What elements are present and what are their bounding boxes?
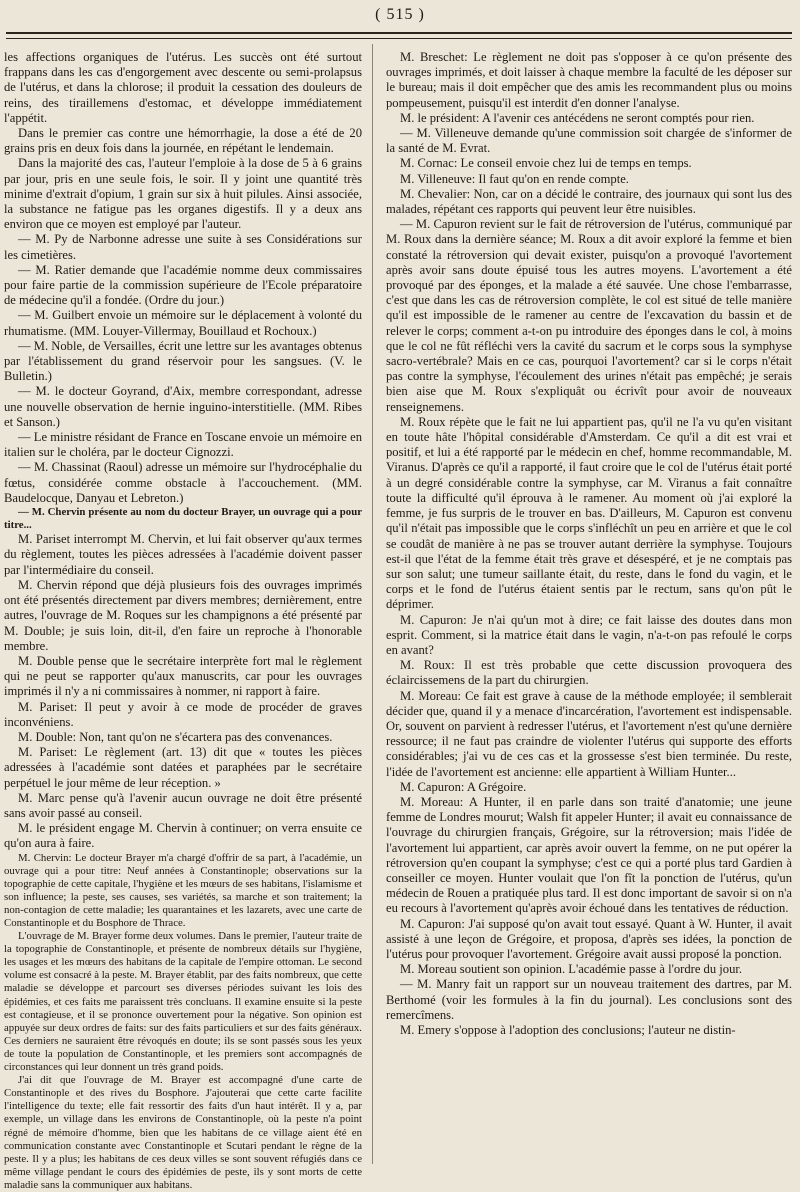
left-column bbox=[4, 50, 362, 1191]
paragraph: L'ouvrage de M. Brayer forme deux volumes. Dans le premier, l'auteur traite de la topographie de Constantinople, et présente de nombreux détails sur l'hygiène, les usages et les mœurs des habitans de la capitale de l'empire ottoman. Le second volume est consacré à la peste. M. Brayer établit, par des faits nombreux, que cette maladie se développe et parcourt ses diverses périodes suivant les lois des épidémies, et ces faits me paraissent très concluans. Il examine ensuite si la peste est contagieuse, et il se prononce ouvertement pour la négative. Son opinion est appuyée sur deux ordres de faits: sur des faits particuliers et sur des faits généraux. Ces derniers ne sauraient être révoqués en doute; ils se sont passés sous les yeux de toute la population de Constantinople, et les premiers sont accompagnés de circonstances qui leur donnent un très grand poids. bbox=[4, 930, 362, 1074]
paragraph: M. Pariset interrompt M. Chervin, et lui fait observer qu'aux termes du règlement, toutes les pièces adressées à l'académie doivent passer par l'intermédiaire du conseil. bbox=[4, 532, 362, 577]
paragraph: — Le ministre résidant de France en Toscane envoie un mémoire en italien sur le choléra, par le docteur Cignozzi. bbox=[4, 430, 362, 460]
page-number: ( 515 ) bbox=[375, 6, 425, 23]
paragraph: M. Emery s'oppose à l'adoption des conclusions; l'auteur ne distin- bbox=[400, 1023, 736, 1037]
paragraph: M. Double pense que le secrétaire interprète fort mal le règlement qui ne peut se rapporter qu'aux manuscrits, car pour les ouvrages imprimés il n'y a ni commissaires à nommer, ni rapport à faire. bbox=[4, 653, 362, 699]
paragraph: M. Cornac: Le conseil envoie chez lui de temps en temps. bbox=[400, 156, 692, 171]
paragraph: M. Double: Non, tant qu'on ne s'écartera pas des convenances. bbox=[18, 729, 333, 744]
paragraph: M. Capuron: Je n'ai qu'un mot à dire; ce fait laisse des doutes dans mon esprit. Comment, si la matrice était dans le vagin, n'a-t-on pas refoulé le corps en avant? bbox=[386, 612, 792, 657]
paragraph: M. Moreau: A Hunter, il en parle dans son traité d'anatomie; une jeune femme de Londres mourut; Walsh fit appeler Hunter; il avait eu connaissance de l'ouvrage du chirurgien français, Grégoire, sur la rétroversion; mais l'idée de l'avortement lui appartient, car après avoir ouvert la femme, on ne put opérer la rétroversion qu'en coupant la symphyse; c'est ce qui a porté plus tard Gardien à conseiller ce moyen. Hunter voulait que l'on fît la ponction de l'utérus, qu'un médecin de Rouen a pratiquée plus tard. Il est donc important de savoir si on n'a eu recours à l'avortement qu'après avoir échoué dans les tentatives de réduction. bbox=[386, 794, 792, 916]
paragraph: M. Moreau: Ce fait est grave à cause de la méthode employée; il semblerait décider que, quand il y a menace d'incarcération, l'avortement est indispensable. Or, souvent on parvient à redresser l'utérus, et l'avortement n'est qu'une dernière ressource; il ne faut pas craindre de violenter l'utérus qui supporte des efforts considérables; j'ai vu de ces cas et la grossesse s'est bien terminée. Du reste, l'idée de l'avortement est ancienne: elle appartient à William Hunter... bbox=[386, 688, 792, 779]
paragraph: — M. le docteur Goyrand, d'Aix, membre correspondant, adresse une nouvelle observation de hernie inguino-interstitielle. (MM. Ribes et Sanson.) bbox=[4, 384, 362, 429]
paragraph: M. Roux: Il est très probable que cette discussion provoquera des éclaircissemens de la part du chirurgien. bbox=[386, 658, 792, 688]
paragraph: — M. Guilbert envoie un mémoire sur le déplacement à volonté du rhumatisme. (MM. Louyer-Villermay, Bouillaud et Rochoux.) bbox=[4, 308, 362, 338]
paragraph: M. Moreau soutient son opinion. L'académie passe à l'ordre du jour. bbox=[400, 962, 743, 977]
paragraph: M. le président: A l'avenir ces antécédens ne seront comptés pour rien. bbox=[400, 110, 755, 125]
paragraph: M. Chervin répond que déjà plusieurs fois des ouvrages imprimés ont été présentés directement par divers membres; dernièrement, entre autres, l'ouvrage de M. Roques sur les champignons a été présenté par M. Double; je suis loin, dit-il, d'en faire un reproche à l'honorable membre. bbox=[4, 577, 362, 653]
paragraph: M. Villeneuve: Il faut qu'on en rende compte. bbox=[400, 171, 629, 186]
paragraph: Dans la majorité des cas, l'auteur l'emploie à la dose de 5 à 6 grains par jour, pris en une seule fois, le soir. Il y joint une quantité très minime d'extrait d'opium, 1 grain sur six à huit pilules. Ainsi associée, la substance ne fatigue pas les organes digestifs. Il y a deux ans environ que ce moyen est employé par l'auteur. bbox=[4, 156, 362, 232]
paragraph: Dans le premier cas contre une hémorrhagie, la dose a été de 20 grains pris en deux fois dans la journée, en répétant le lendemain. bbox=[4, 126, 362, 156]
paragraph: M. Breschet: Le règlement ne doit pas s'opposer à ce qu'on présente des ouvrages imprimés, et doit laisser à chaque membre la faculté de les déposer sur le bureau; mais il doit empêcher que des amis les recommandent plus ou moins pompeusement, puisqu'il est interdit d'en donner l'analyse. bbox=[386, 50, 792, 110]
paragraph: — M. Ratier demande que l'académie nomme deux commissaires pour faire partie de la commission supérieure de l'Ecole préparatoire de médecine qu'il a fondée. (Ordre du jour.) bbox=[4, 262, 362, 308]
paragraph: — M. Noble, de Versailles, écrit une lettre sur les avantages obtenus par l'établissement du grand réservoir pour les sangsues. (V. le Bulletin.) bbox=[4, 338, 362, 384]
paragraph: — M. Chervin présente au nom du docteur Brayer, un ouvrage qui a pour titre... bbox=[4, 506, 362, 532]
paragraph: — M. Manry fait un rapport sur un nouveau traitement des dartres, par M. Berthomé (voir les formules à la fin du journal). Les conclusions sont des remercîmens. bbox=[386, 977, 792, 1022]
paragraph: J'ai dit que l'ouvrage de M. Brayer est accompagné d'une carte de Constantinople et des rives du Bosphore. J'ajouterai que cette carte facilite l'intelligence du texte; elle fait ressortir des faits d'un haut intérêt. Il y a, par exemple, un village dans les environs de Constantinople, où la peste n'a point régné de mémoire d'homme, bien que les habitans de ce village aient été en communication constante avec Constantinople et Scutari pendant le règne de la peste. Il y a plus; les habitans de ces deux villes se sont souvent réfugiés dans ce même village pendant le cours des épidémies de peste, ils y sont morts de cette maladie sans la communiquer aux habitans. bbox=[4, 1074, 362, 1191]
header-rule bbox=[6, 32, 792, 39]
paragraph: M. Capuron: J'ai supposé qu'on avait tout essayé. Quant à W. Hunter, il avait assisté à une leçon de Grégoire, et proposa, d'après ses idées, la ponction de l'utérus pour provoquer l'avortement. Grégoire avait aussi proposé la ponction. bbox=[386, 916, 792, 961]
paragraph: M. Roux répète que le fait ne lui appartient pas, qu'il ne l'a vu qu'en visitant en toute hâte l'hôpital considérable d'Amsterdam. Ce qu'il a dit est vrai et positif, et lui a été rapporté par le médecin en chef, homme recommandable, M. Viranus. D'après ce qu'il a rapporté, il faut croire que le col de l'utérus était porté à un degré considérable contre la symphyse, car M. Viranus a fait connaître toute la difficulté qu'il éprouva à le ramener. Au moment où j'ai exploré la femme, je fus surpris de le trouver en bas. D'ailleurs, M. Capuron est convenu qu'il n'était pas impossible que le corps s'infléchît un peu en arrière et que le col se coudât de manière à ne pas se trouver autant derrière la symphyse. Toujours est-il que l'état de la femme était très grave et désespéré, et je ne comptais pas sur son salut; une tumeur saillante était, du reste, dans le fond du vagin, et le corps et le fond de l'utérus étaient sentis par le rectum, sans qu'on pût le déprimer. bbox=[386, 414, 792, 612]
paragraph: M. le président engage M. Chervin à continuer; on verra ensuite ce qu'on aura à faire. bbox=[4, 821, 362, 851]
paragraph: M. Chervin: Le docteur Brayer m'a chargé d'offrir de sa part, à l'académie, un ouvrage qui a pour titre: Neuf années à Constantinople; observations sur la topographie de cette capitale, l'hygiène et les mœurs de ses habitans, l'islamisme et son influence; la peste, ses causes, ses variétés, sa marche et son traitement; la non-contagion de cette maladie; les quarantaines et les lazarets, avec une carte de Constantinople et du Bosphore de Thrace. bbox=[4, 851, 362, 930]
paragraph: — M. Chassinat (Raoul) adresse un mémoire sur l'hydrocéphalie du fœtus, considérée comme obstacle à l'accouchement. (MM. Baudelocque, Danyau et Lebreton.) bbox=[4, 460, 362, 505]
paragraph: — M. Py de Narbonne adresse une suite à ses Considérations sur les cimetières. bbox=[4, 232, 362, 262]
paragraph: M. Pariset: Le règlement (art. 13) dit que « toutes les pièces adressées à l'académie sont datées et paraphées par le secrétaire perpétuel le jour même de leur réception. » bbox=[4, 745, 362, 790]
paragraph: — M. Capuron revient sur le fait de rétroversion de l'utérus, communiqué par M. Roux dans la dernière séance; M. Roux a dit avoir exploré la femme et bien constaté la rétroversion qui devait exister, puisqu'on a provoqué l'avortement après avoir sans doute épuisé tous les autres moyens. L'avortement a été provoqué par des éponges, et la malade a été sauvée. Une chose l'embarrasse, c'est que dans les cas de rétroversion complète, le col est situé de telle manière qu'il est impossible de le ramener au centre de l'excavation du bassin et de relever le corps; comment a-t-on pu introduire des éponges dans le col, à moins que le col ne fût réfléchi vers la cavité du sacrum et le corps sous la symphyse sacro-vertébrale? Mais en ce cas, pourquoi l'avortement? car si le corps n'était pas contre la symphyse, l'écoulement des urines n'était pas empêché; je serais bien aise que M. Roux s'expliquât ou écrivît pour avoir de nouveaux renseignemens. bbox=[386, 217, 792, 414]
paragraph: M. Capuron: A Grégoire. bbox=[400, 779, 527, 794]
right-column bbox=[386, 50, 792, 1166]
paragraph: M. Marc pense qu'à l'avenir aucun ouvrage ne doit être présenté sans avoir passé au conseil. bbox=[4, 790, 362, 820]
paragraph: M. Chevalier: Non, car on a décidé le contraire, des journaux qui sont lus des malades, répétant ces rapports qui peuvent leur être nuisibles. bbox=[386, 186, 792, 217]
paragraph: M. Pariset: Il peut y avoir à ce mode de procéder de graves inconvéniens. bbox=[4, 699, 362, 729]
column-divider bbox=[372, 44, 373, 1164]
paragraph: les affections organiques de l'utérus. Les succès ont été surtout frappans dans les cas d'engorgement avec descente ou semi-prolapsus de l'utérus, et dans la chlorose; il produit la cessation des douleurs de reins, des tiraillemens d'estomac, et développe immédiatement l'appétit. bbox=[4, 50, 362, 125]
paragraph: — M. Villeneuve demande qu'une commission soit chargée de s'informer de la santé de M. Evrat. bbox=[386, 126, 792, 156]
